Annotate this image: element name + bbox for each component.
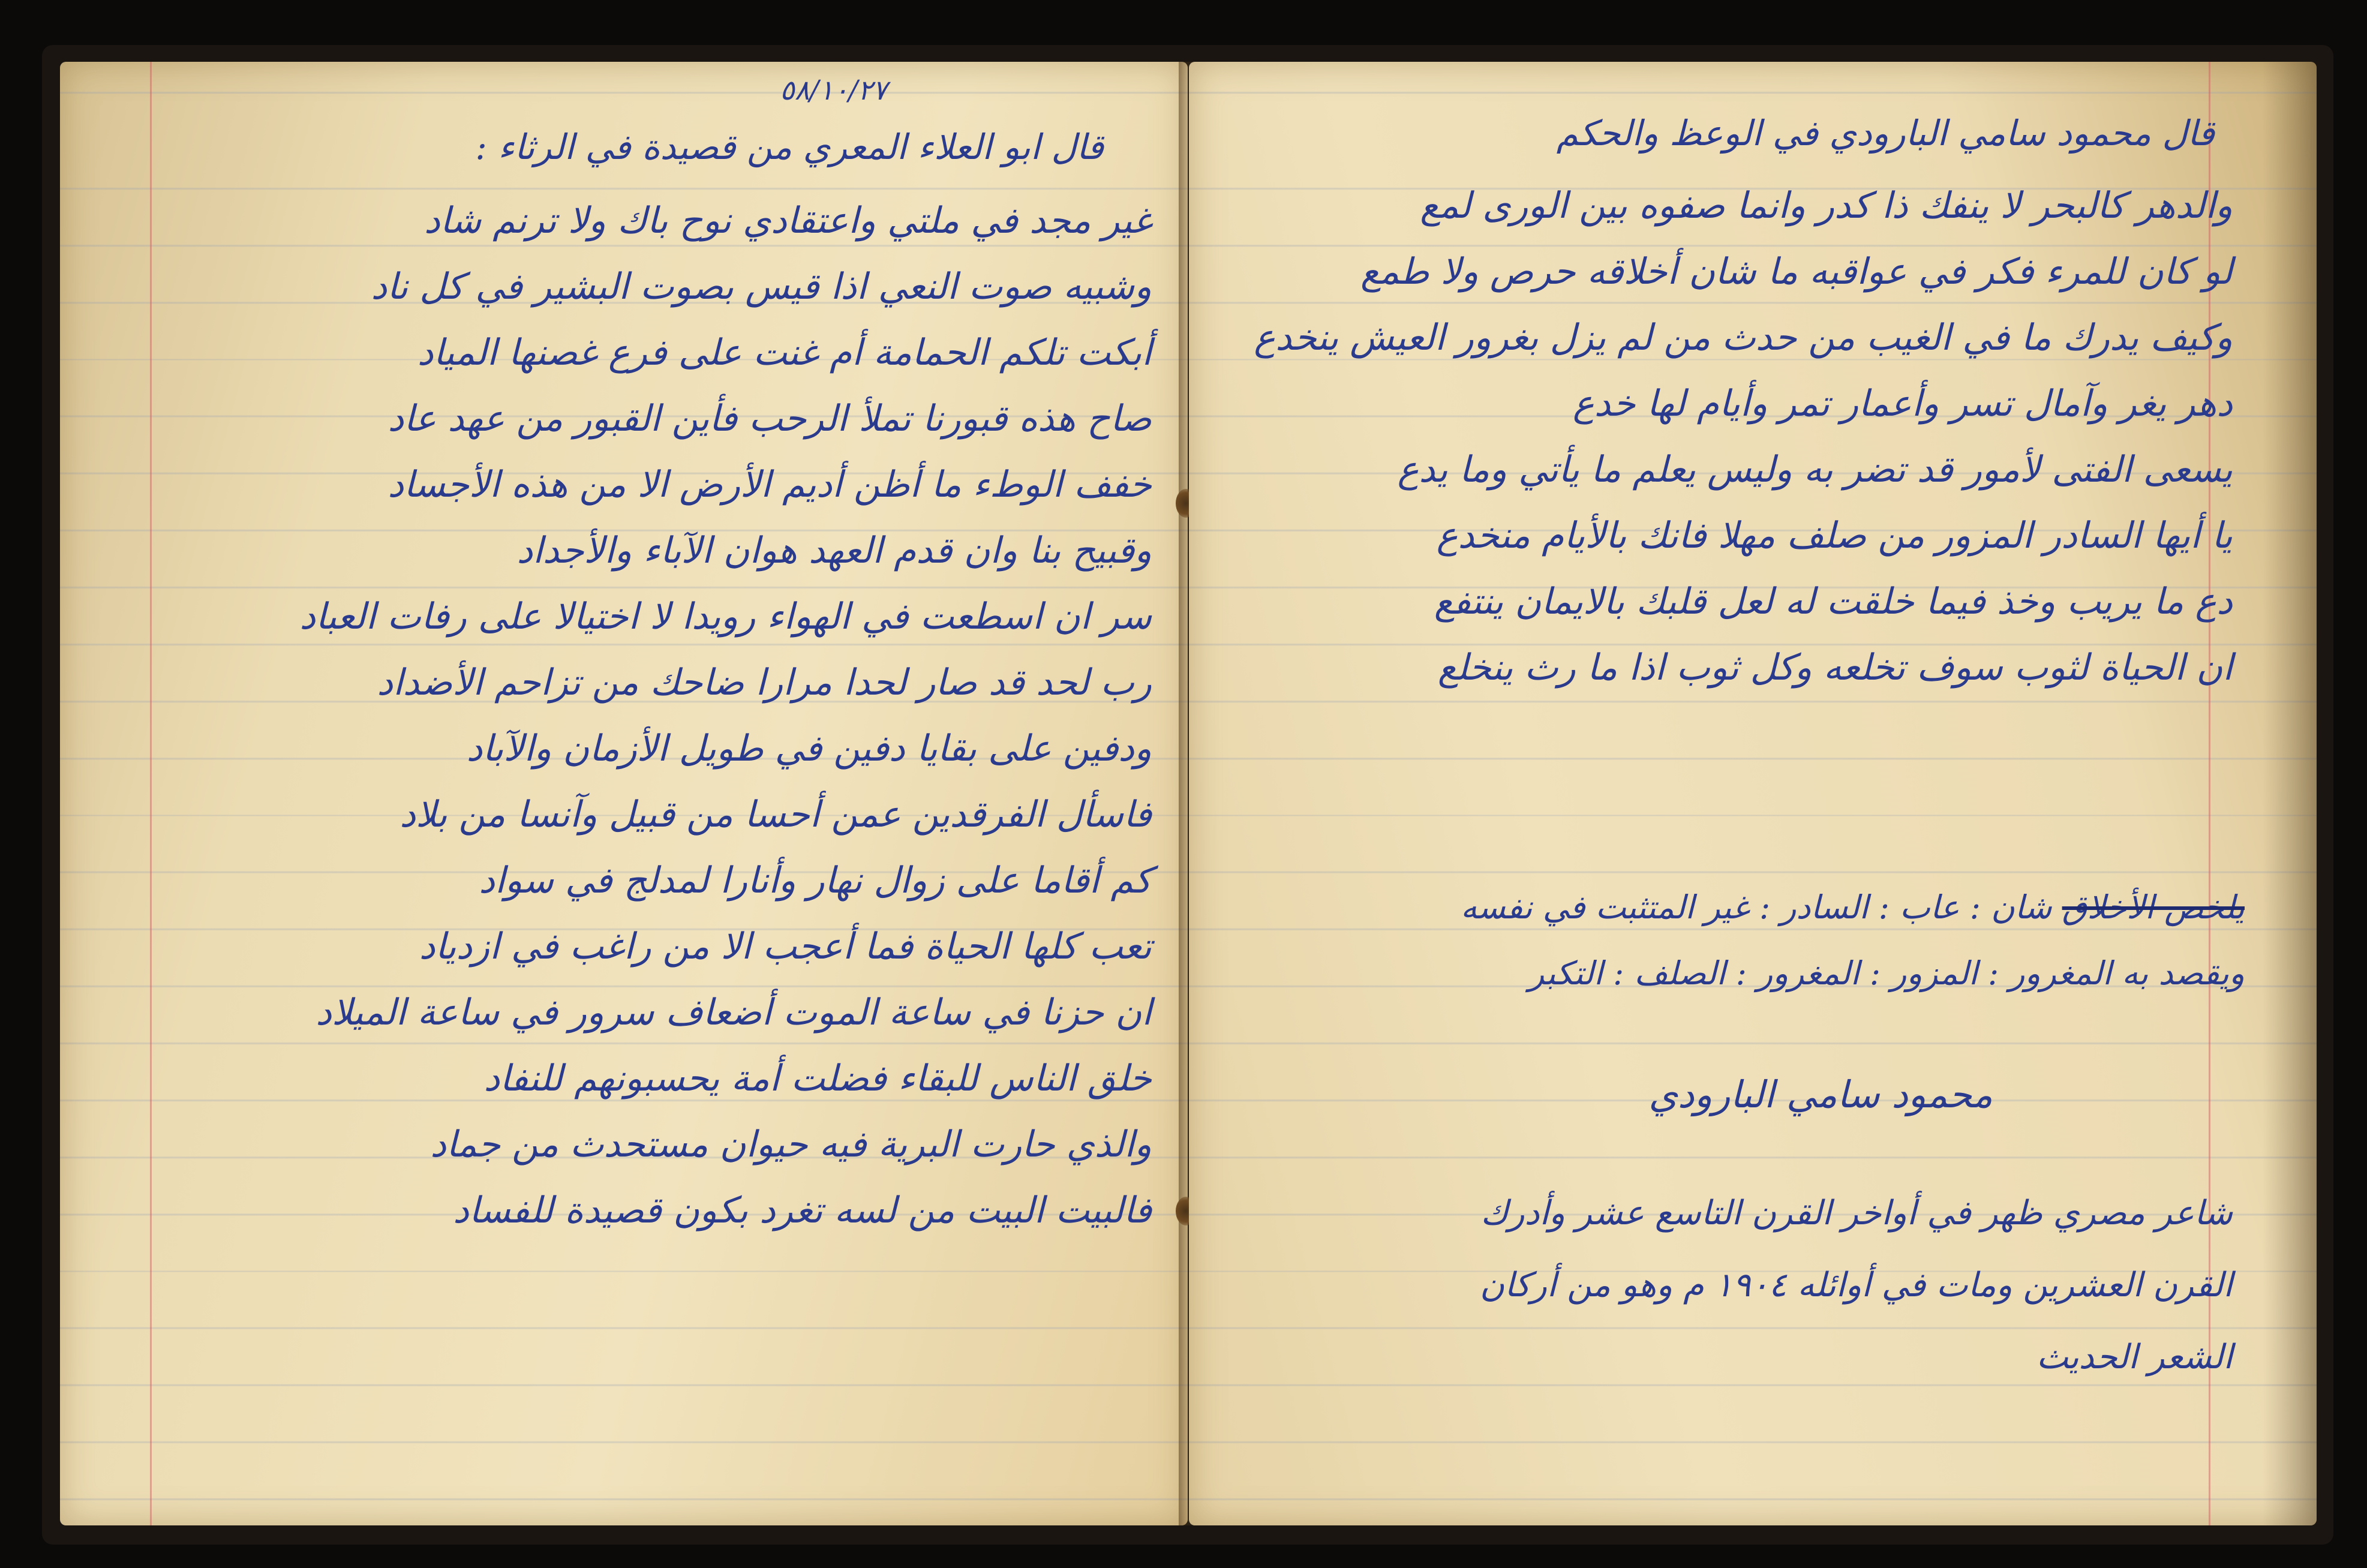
note-text: شان : عاب : السادر : غير المتثبت في نفسه: [1461, 888, 2052, 926]
left-page-heading: قال ابو العلاء المعري من قصيدة في الرثاء :: [475, 127, 1104, 167]
left-page: [60, 62, 1188, 1525]
poem-line: ودفين على بقايا دفين في طويل الأزمان والآباد: [466, 728, 1152, 770]
poem-line: خفف الوطء ما أظن أديم الأرض الا من هذه الأجساد: [388, 464, 1152, 506]
poem-line: فاسأل الفرقدين عمن أحسا من قبيل وآنسا من بلاد: [399, 794, 1152, 836]
note-text: ويقصد به المغرور : المزور : المغرور : الصلف : التكبر: [1528, 954, 2245, 992]
poem-line: وشبيه صوت النعي اذا قيس بصوت البشير في كل ناد: [371, 266, 1152, 308]
verse-line: وكيف يدرك ما في الغيب من حدث من لم يزل بغرور العيش ينخدع: [1254, 317, 2233, 359]
struck-text: يلخص الأخلاق: [2062, 888, 2245, 926]
open-notebook: [42, 45, 2333, 1545]
poem-line: غير مجد في ملتي واعتقادي نوح باك ولا ترنم شاد: [423, 200, 1152, 242]
verse-line: لو كان للمرء فكر في عواقبه ما شان أخلاقه حرص ولا طمع: [1360, 251, 2233, 293]
poem-line: ان حزنا في ساعة الموت أضعاف سرور في ساعة الميلاد: [316, 992, 1152, 1034]
bio-line: القرن العشرين ومات في أوائله ١٩٠٤ م وهو من أركان: [1479, 1266, 2233, 1305]
verse-line: يسعى الفتى لأمور قد تضر به وليس يعلم ما يأتي وما يدع: [1397, 449, 2233, 491]
note-line: [1285, 941, 2245, 1007]
note-line: [1285, 875, 2245, 941]
poem-line: صاح هذه قبورنا تملأ الرحب فأين القبور من عهد عاد: [388, 398, 1152, 440]
bio-title: محمود سامي البارودي: [1648, 1073, 1993, 1116]
poem-line: كم أقاما على زوال نهار وأنارا لمدلج في سواد: [479, 860, 1152, 902]
verse-line: ان الحياة لثوب سوف تخلعه وكل ثوب اذا ما رث ينخلع: [1437, 647, 2233, 689]
verse-line: والدهر كالبحر لا ينفك ذا كدر وانما صفوه بين الورى لمع: [1420, 185, 2233, 227]
torn-page-edge: [2263, 62, 2317, 1525]
bio-line: شاعر مصري ظهر في أواخر القرن التاسع عشر وأدرك: [1480, 1194, 2233, 1233]
poem-line: فالبيت البيت من لسه تغرد بكون قصيدة للفساد: [453, 1189, 1152, 1231]
poem-line: تعب كلها الحياة فما أعجب الا من راغب في ازدياد: [419, 926, 1152, 968]
poem-line: سر ان اسطعت في الهواء رويدا لا اختيالا على رفات العباد: [299, 596, 1152, 638]
right-page-heading: قال محمود سامي البارودي في الوعظ والحكم: [1556, 113, 2215, 154]
right-page: [1189, 62, 2317, 1525]
verse-line: يا أيها السادر المزور من صلف مهلا فانك بالأيام منخدع: [1436, 515, 2233, 557]
page-date: ٥٨/١٠/٢٧: [780, 74, 888, 106]
poem-line: وقبيح بنا وان قدم العهد هوان الآباء والأجداد: [516, 530, 1152, 572]
poem-line: أبكت تلكم الحمامة أم غنت على فرع غصنها المياد: [417, 332, 1152, 374]
poet-biography: [1273, 1177, 2233, 1393]
poem-line: والذي حارت البرية فيه حيوان مستحدث من جماد: [430, 1124, 1152, 1166]
poem-line: رب لحد قد صار لحدا مرارا ضاحك من تزاحم الأضداد: [377, 662, 1152, 704]
bio-line: الشعر الحديث: [2036, 1338, 2233, 1377]
poem-line: خلق الناس للبقاء فضلت أمة يحسبونهم للنفاد: [483, 1058, 1152, 1100]
vocabulary-notes: [1285, 875, 2245, 1007]
verse-line: دع ما يريب وخذ فيما خلقت له لعل قلبك بالايمان ينتفع: [1434, 581, 2233, 623]
poem-lines-left: [96, 188, 1152, 1243]
poem-verses-right: [1254, 173, 2233, 701]
verse-line: دهر يغر وآمال تسر وأعمار تمر وأيام لها خدع: [1572, 383, 2233, 425]
